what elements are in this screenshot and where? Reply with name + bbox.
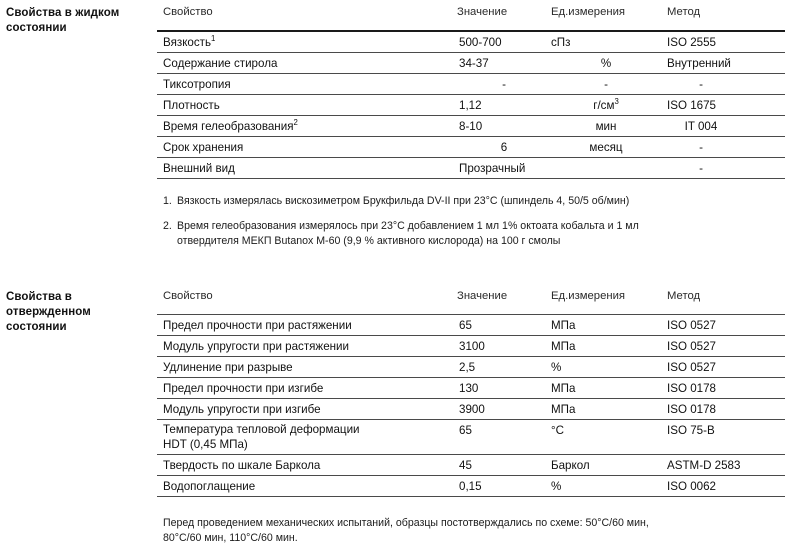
property-label: Вязкость [163, 35, 211, 49]
cell-value: 65 [453, 315, 549, 336]
cell-unit: - [549, 74, 663, 95]
table-row [157, 357, 785, 378]
footnote-text-continuation: отвердителя МЕКП Butanox M-60 (9,9 % активного кислорода) на 100 г смолы [177, 235, 561, 247]
cell-unit: МПа [549, 336, 663, 357]
footnote-marker: 1. [163, 195, 172, 207]
cell-unit: сПз [549, 31, 663, 53]
cell-unit: Баркол [549, 455, 663, 476]
liquid-properties-table-block [157, 6, 785, 179]
cell-method: ISO 75-B [663, 420, 785, 455]
cell-unit: % [549, 53, 663, 74]
table-row [157, 53, 785, 74]
footnote-ref: 2 [293, 117, 298, 127]
cell-property: Модуль упругости при изгибе [157, 399, 453, 420]
table-row [157, 137, 785, 158]
cell-property: Срок хранения [157, 137, 453, 158]
cell-unit [549, 95, 663, 116]
table-row [157, 378, 785, 399]
column-header-property: Свойство [163, 290, 213, 302]
cell-value: 65 [453, 420, 549, 455]
cell-method: - [663, 158, 785, 179]
table-row [157, 476, 785, 497]
footnote-text: Время гелеобразования измерялось при 23°C добавлением 1 мл 1% октоата кобальта и 1 мл [177, 220, 639, 232]
liquid-properties-footnotes [163, 194, 788, 259]
cell-property: Водопоглащение [157, 476, 453, 497]
column-header-method: Метод [667, 6, 701, 18]
cell-unit: месяц [549, 137, 663, 158]
cell-value: 6 [453, 137, 549, 158]
cell-property: Предел прочности при растяжении [157, 315, 453, 336]
cured-properties-footnotes [163, 516, 788, 556]
cell-value: 34-37 [453, 53, 549, 74]
footnote-marker: 2. [163, 220, 172, 232]
cell-property: Удлинение при разрыве [157, 357, 453, 378]
cell-method: ASTM-D 2583 [663, 455, 785, 476]
cell-value: 130 [453, 378, 549, 399]
table-row [157, 95, 785, 116]
unit-exponent: 3 [614, 96, 619, 106]
column-header-value: Значение [457, 290, 508, 302]
footnote-text: Перед проведением механических испытаний, образцы постотверждались по схеме: 50°C/60 мин, [163, 517, 649, 529]
cell-property [157, 31, 453, 53]
footnote-item [163, 219, 788, 249]
column-header-value: Значение [457, 6, 508, 18]
column-header-property: Свойство [163, 6, 213, 18]
cured-properties-table-block [157, 290, 785, 497]
column-header-unit: Ед.измерения [551, 6, 626, 18]
table-header-row [157, 6, 785, 31]
section-1-heading: Свойства в жидком состоянии [6, 7, 120, 34]
cell-value: 3100 [453, 336, 549, 357]
column-header-method: Метод [667, 290, 701, 302]
cell-unit: °C [549, 420, 663, 455]
footnote-ref: 1 [211, 33, 216, 43]
table-header-row [157, 290, 785, 315]
cell-method: ISO 0527 [663, 357, 785, 378]
section-2-heading: Свойства в отвержденном состоянии [6, 291, 91, 333]
footnote-text-continuation: 80°C/60 мин, 110°C/60 мин. [163, 532, 298, 544]
cell-method: - [663, 74, 785, 95]
cell-value: 1,12 [453, 95, 549, 116]
cell-value: 500-700 [453, 31, 549, 53]
cell-property: Плотность [157, 95, 453, 116]
cell-property: Содержание стирола [157, 53, 453, 74]
cell-value: Прозрачный [453, 158, 549, 179]
table-row [157, 455, 785, 476]
cell-unit: % [549, 476, 663, 497]
cell-method: ISO 0062 [663, 476, 785, 497]
cell-value: 45 [453, 455, 549, 476]
cell-method: - [663, 137, 785, 158]
table-row [157, 420, 785, 455]
cell-method: ISO 0178 [663, 378, 785, 399]
table-row [157, 399, 785, 420]
cell-method: ISO 2555 [663, 31, 785, 53]
cell-value: 0,15 [453, 476, 549, 497]
property-label-line-2: HDT (0,45 МПа) [163, 438, 248, 451]
table-row [157, 74, 785, 95]
table-row [157, 158, 785, 179]
cell-unit: мин [549, 116, 663, 137]
cell-property: Модуль упругости при растяжении [157, 336, 453, 357]
cell-method: IT 004 [663, 116, 785, 137]
table-row [157, 31, 785, 53]
cell-method: ISO 0527 [663, 336, 785, 357]
cell-property: Твердость по шкале Баркола [157, 455, 453, 476]
cell-method: Внутренний [663, 53, 785, 74]
cell-value: 3900 [453, 399, 549, 420]
cell-property [157, 116, 453, 137]
cured-properties-table [157, 290, 785, 497]
cell-value: - [453, 74, 549, 95]
cell-method: ISO 1675 [663, 95, 785, 116]
liquid-properties-table [157, 6, 785, 179]
cell-unit: МПа [549, 378, 663, 399]
property-label: Время гелеобразования [163, 119, 294, 133]
footnote-item [163, 194, 788, 209]
table-row [157, 336, 785, 357]
cell-unit: МПа [549, 315, 663, 336]
cell-value: 8-10 [453, 116, 549, 137]
table-row [157, 116, 785, 137]
property-label-line-1: Температура тепловой деформации [163, 423, 360, 436]
cell-property: Предел прочности при изгибе [157, 378, 453, 399]
table-row [157, 315, 785, 336]
cell-unit: % [549, 357, 663, 378]
footnote-item [163, 516, 788, 546]
cell-method: ISO 0527 [663, 315, 785, 336]
cell-value: 2,5 [453, 357, 549, 378]
cell-unit: МПа [549, 399, 663, 420]
cell-property: Тиксотропия [157, 74, 453, 95]
cell-unit [549, 158, 663, 179]
cell-property: Внешний вид [157, 158, 453, 179]
unit-label: г/см [593, 98, 615, 112]
footnote-text: Вязкость измерялась вискозиметром Брукфильда DV-II при 23°C (шпиндель 4, 50/5 об/мин) [177, 195, 630, 207]
cell-method: ISO 0178 [663, 399, 785, 420]
cell-property [157, 420, 453, 455]
column-header-unit: Ед.измерения [551, 290, 626, 302]
